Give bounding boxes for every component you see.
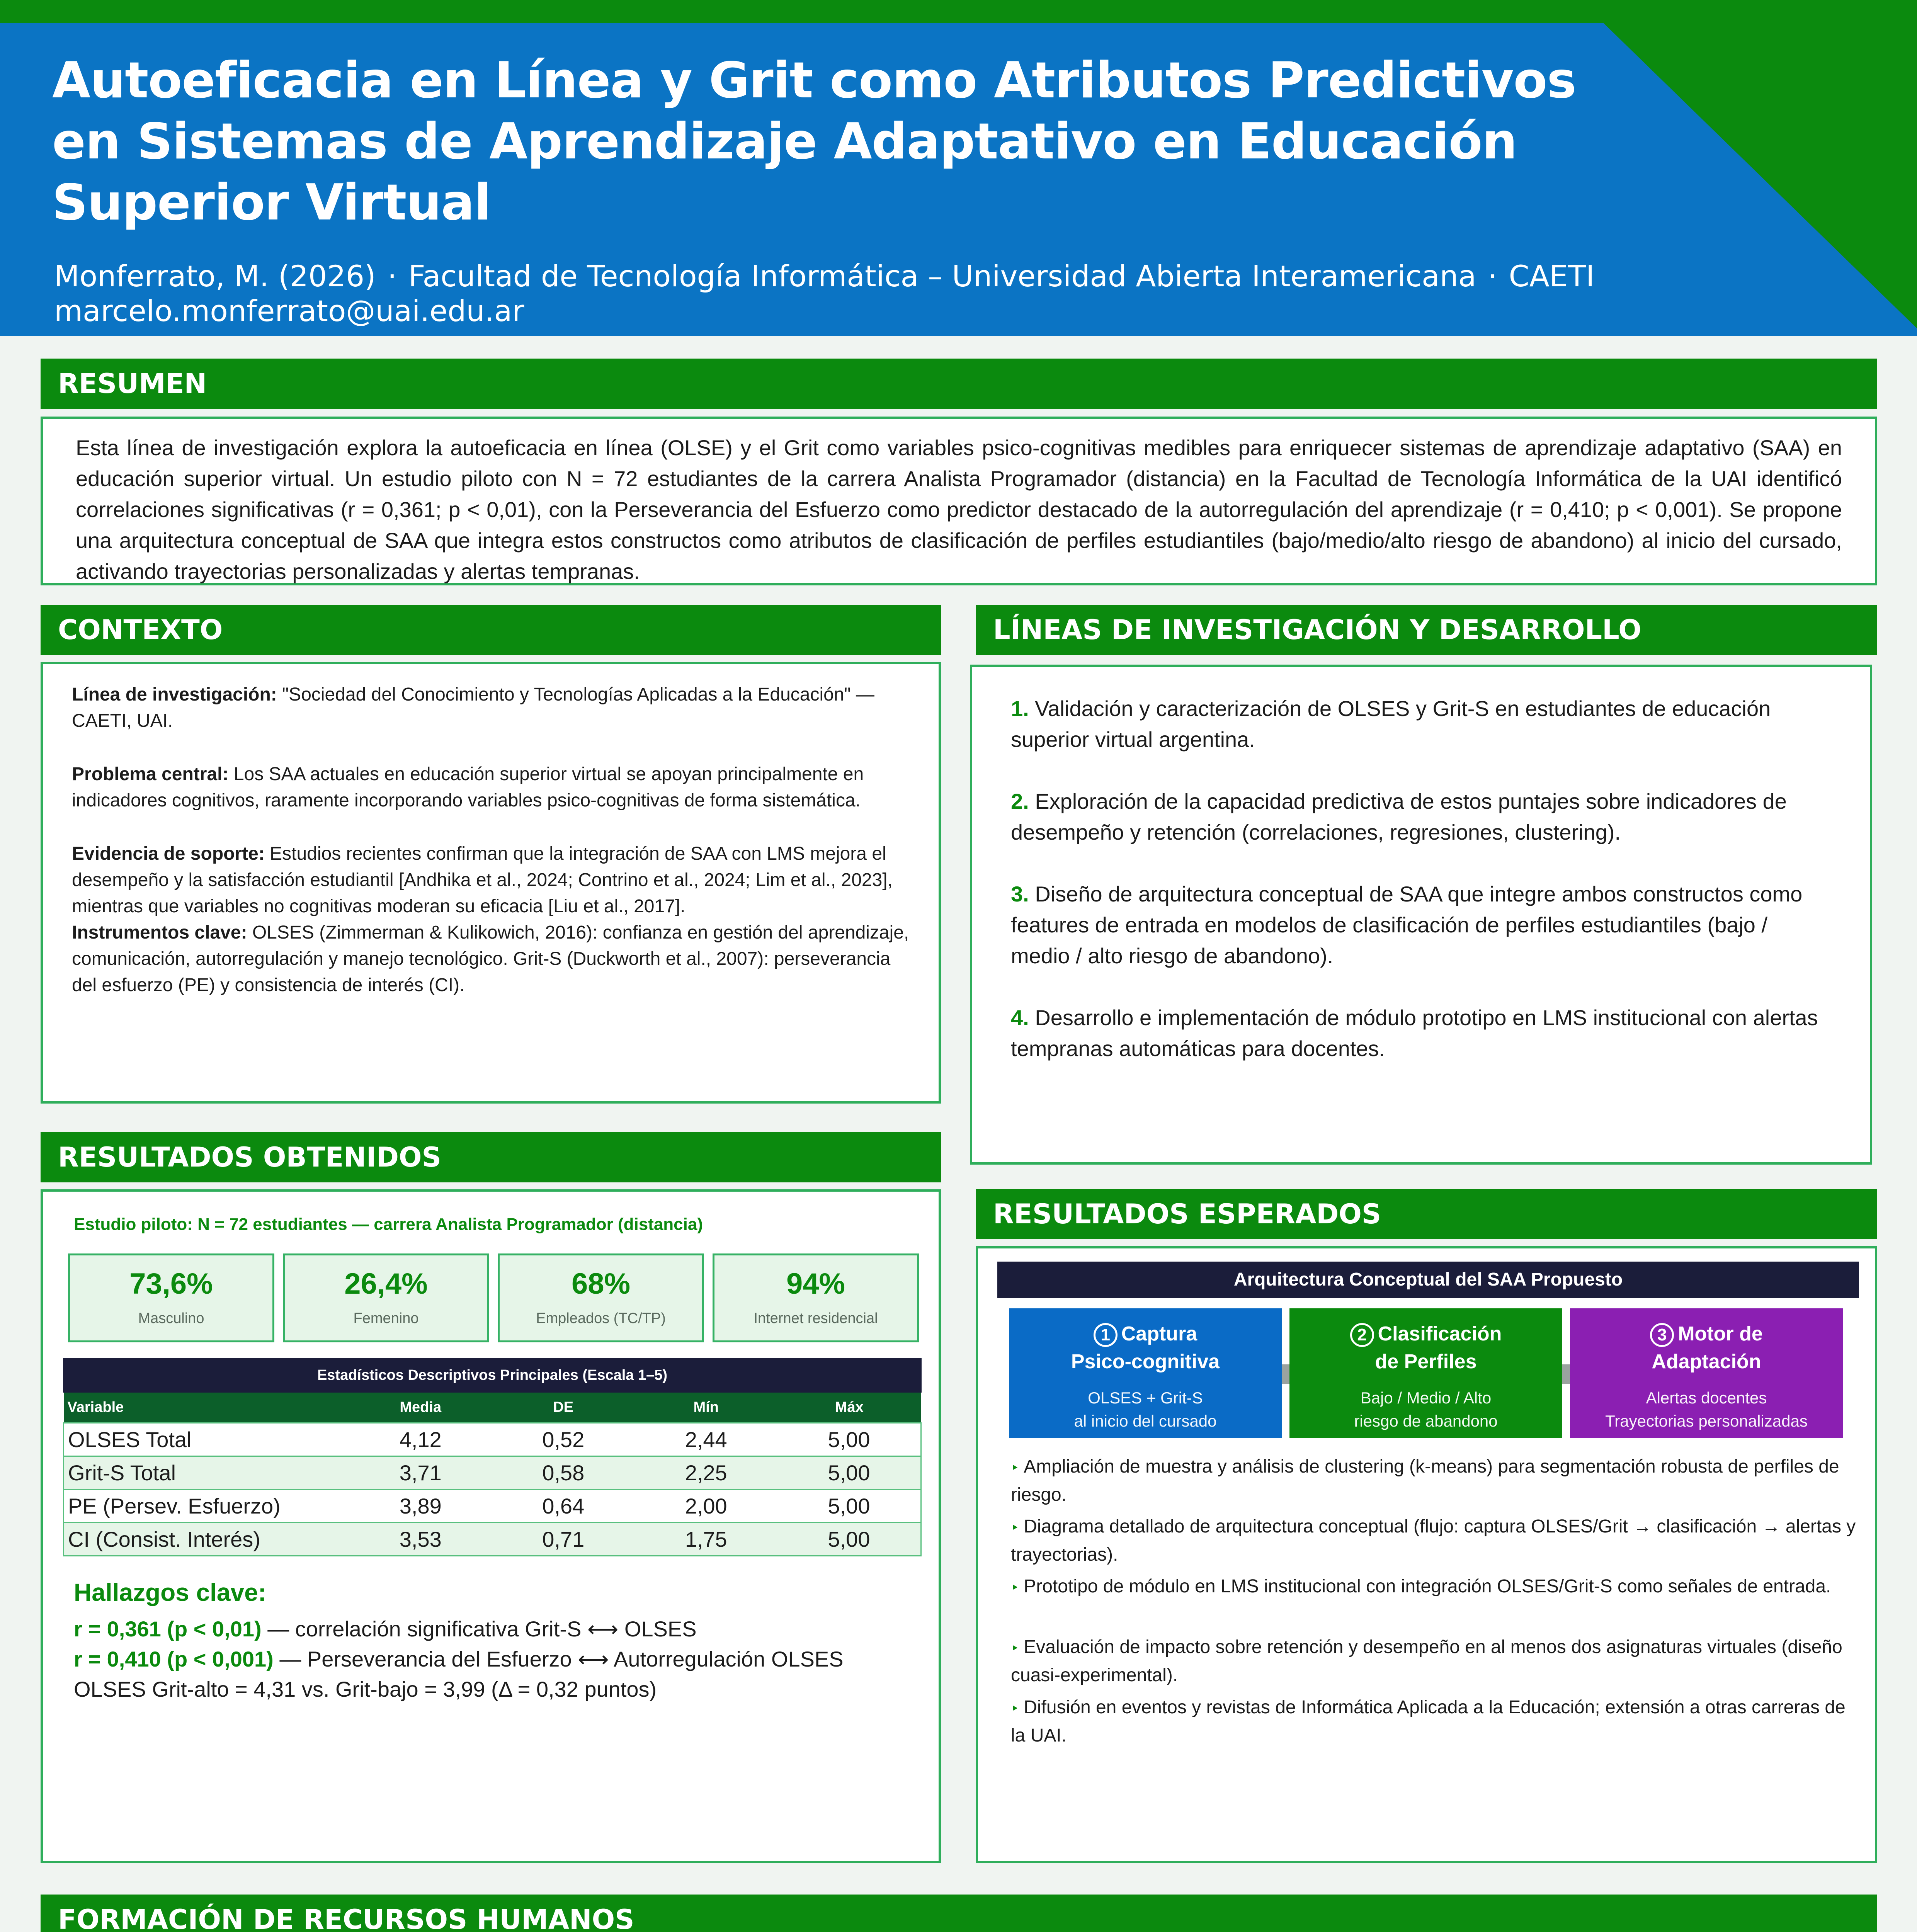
lineas-heading: LÍNEAS DE INVESTIGACIÓN Y DESARROLLO bbox=[976, 605, 1877, 655]
architecture-title: Arquitectura Conceptual del SAA Propuesto bbox=[997, 1262, 1859, 1298]
finding-item: r = 0,410 (p < 0,001) — Perseverancia del Esfuerzo ⟷ Autorregulación OLSES bbox=[74, 1647, 844, 1671]
contexto-box bbox=[41, 662, 941, 1104]
table-header-row: Variable Media DE Mín Máx bbox=[64, 1393, 921, 1423]
affiliation: Facultad de Tecnología Informática – Universidad Abierta Interamericana bbox=[408, 259, 1476, 293]
finding-item: OLSES Grit-alto = 4,31 vs. Grit-bajo = 3,99 (Δ = 0,32 puntos) bbox=[74, 1677, 657, 1701]
contexto-problema: Problema central: Los SAA actuales en educación superior virtual se apoyan principalmente en indicadores cognitivos, raramente incorporando variables psico-cognitivas de forma sistemática. bbox=[72, 764, 864, 811]
resumen-box bbox=[41, 417, 1877, 585]
expected-result-item: ‣ Prototipo de módulo en LMS institucional con integración OLSES/Grit-S como señales de entrada. bbox=[1011, 1576, 1831, 1597]
stat-card-internet: 94% Internet residencial bbox=[713, 1253, 919, 1342]
esperados-box bbox=[976, 1246, 1877, 1863]
expected-result-item: ‣ Diagrama detallado de arquitectura conceptual (flujo: captura OLSES/Grit → clasificación → alertas y trayectorias). bbox=[1011, 1516, 1856, 1565]
linea-item: 3. Diseño de arquitectura conceptual de SAA que integre ambos constructos como features de entrada en modelos de clasificación de perfiles estudiantiles (bajo / medio / alto riesgo de abandono). bbox=[1011, 882, 1803, 968]
arch-card-clasificacion: 2 Clasificación de Perfiles Bajo / Medio / Alto riesgo de abandono bbox=[1289, 1308, 1562, 1438]
stat-card-empleados: 68% Empleados (TC/TP) bbox=[498, 1253, 704, 1342]
expected-result-item: ‣ Difusión en eventos y revistas de Informática Aplicada a la Educación; extensión a otras carreras de la UAI. bbox=[1011, 1697, 1846, 1746]
esperados-heading: RESULTADOS ESPERADOS bbox=[976, 1189, 1877, 1239]
table-row: PE (Persev. Esfuerzo) 3,89 0,64 2,00 5,00 bbox=[64, 1489, 921, 1522]
stat-card-femenino: 26,4% Femenino bbox=[283, 1253, 489, 1342]
descriptive-stats-table bbox=[63, 1358, 922, 1556]
table-row: Grit-S Total 3,71 0,58 2,25 5,00 bbox=[64, 1456, 921, 1489]
author-email[interactable]: marcelo.monferrato@uai.edu.ar bbox=[54, 294, 524, 328]
contexto-linea: Línea de investigación: "Sociedad del Conocimiento y Tecnologías Aplicadas a la Educación" — CAETI, UAI. bbox=[72, 684, 874, 731]
linea-item: 4. Desarrollo e implementación de módulo prototipo en LMS institucional con alertas tempranas automáticas para docentes. bbox=[1011, 1005, 1818, 1061]
arch-card-motor: 3 Motor de Adaptación Alertas docentes Trayectorias personalizadas bbox=[1570, 1308, 1843, 1438]
resultados-heading: RESULTADOS OBTENIDOS bbox=[41, 1132, 941, 1182]
expected-result-item: ‣ Ampliación de muestra y análisis de clustering (k-means) para segmentación robusta de perfiles de riesgo. bbox=[1011, 1456, 1839, 1505]
research-center: CAETI bbox=[1509, 259, 1595, 293]
lineas-box bbox=[970, 665, 1872, 1165]
formacion-heading: FORMACIÓN DE RECURSOS HUMANOS bbox=[41, 1895, 1877, 1932]
table-row: CI (Consist. Interés) 3,53 0,71 1,75 5,00 bbox=[64, 1522, 921, 1556]
arch-card-captura: 1 Captura Psico-cognitiva OLSES + Grit-S al inicio del cursado bbox=[1009, 1308, 1282, 1438]
finding-item: r = 0,361 (p < 0,01) — correlación significativa Grit-S ⟷ OLSES bbox=[74, 1617, 697, 1641]
expected-result-item: ‣ Evaluación de impacto sobre retención y desempeño en al menos dos asignaturas virtuales (diseño cuasi-experimental). bbox=[1011, 1637, 1842, 1685]
contexto-heading: CONTEXTO bbox=[41, 605, 941, 655]
findings-title: Hallazgos clave: bbox=[74, 1578, 266, 1606]
resultados-box bbox=[41, 1189, 941, 1863]
resumen-text: Esta línea de investigación explora la autoeficacia en línea (OLSE) y el Grit como variables psico-cognitivas medibles para enriquecer sistemas de aprendizaje adaptativo (SAA) en educación superior virtual. Un estudio piloto con N = 72 estudiantes de la carrera Analista Programador (distancia) en la Facultad de Tecnología Informática de la UAI identificó correlaciones significativas (r = 0,361; p < 0,01), con la Perseverancia del Esfuerzo como predictor destacado de la autorregulación del aprendizaje (r = 0,410; p < 0,001). Se propone una arquitectura conceptual de SAA que integra estos constructos como atributos de clasificación de perfiles estudiantiles (bajo/medio/alto riesgo de abandono) al inicio del cursado, activando trayectorias personalizadas y alertas tempranas. bbox=[76, 435, 1842, 583]
linea-item: 2. Exploración de la capacidad predictiva de estos puntajes sobre indicadores de desempeño y retención (correlaciones, regresiones, clustering). bbox=[1011, 789, 1787, 844]
pilot-study-title: Estudio piloto: N = 72 estudiantes — carrera Analista Programador (distancia) bbox=[74, 1215, 703, 1234]
poster-header bbox=[0, 0, 1917, 336]
linea-item: 1. Validación y caracterización de OLSES y Grit-S en estudiantes de educación superior virtual argentina. bbox=[1011, 696, 1771, 752]
contexto-evidencia: Evidencia de soporte: Estudios recientes confirman que la integración de SAA con LMS mejora el desempeño y la satisfacción estudiantil [Andhika et al., 2024; Contrino et al., 2024; Lim et al., 2023], mientras que variables no cognitivas moderan su eficacia [Liu et al., 2017]. bbox=[72, 844, 893, 917]
author-name: Monferrato, M. (2026) bbox=[54, 259, 376, 293]
resumen-heading: RESUMEN bbox=[41, 359, 1877, 409]
table-row: OLSES Total 4,12 0,52 2,44 5,00 bbox=[64, 1423, 921, 1456]
poster-title: Autoeficacia en Línea y Grit como Atributos Predictivos en Sistemas de Aprendizaje Adaptativo en Educación Superior Virtual bbox=[52, 52, 1576, 231]
author-line: Monferrato, M. (2026) · Facultad de Tecnología Informática – Universidad Abierta Interamericana · CAETI marcelo.monferrato@uai.edu.ar bbox=[54, 259, 1595, 328]
stat-card-masculino: 73,6% Masculino bbox=[68, 1253, 274, 1342]
contexto-instrumentos: Instrumentos clave: OLSES (Zimmerman & Kulikowich, 2016): confianza en gestión del aprendizaje, comunicación, autorregulación y manejo tecnológico. Grit-S (Duckworth et al., 2007): perseverancia del esfuerzo (PE) y consistencia de interés (CI). bbox=[72, 922, 909, 995]
table-caption: Estadísticos Descriptivos Principales (Escala 1–5) bbox=[63, 1358, 922, 1393]
